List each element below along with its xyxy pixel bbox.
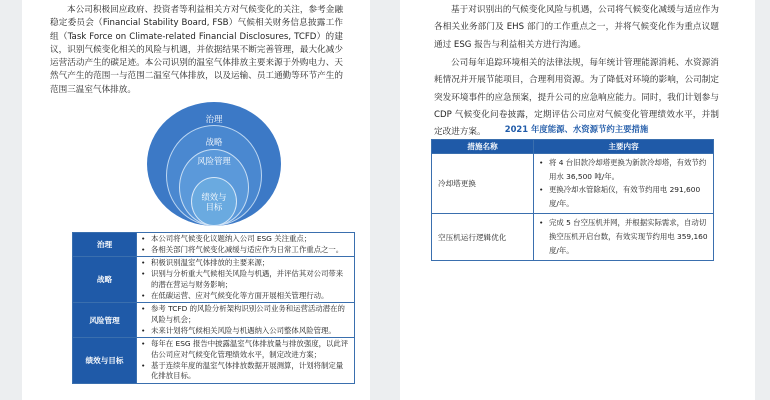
table-row [73, 257, 355, 303]
layer-label-strategy: 战略 [205, 137, 223, 147]
list-item: • 基于连续年度的温室气体排放数据开展测算，计划将制定量化排放目标。 [140, 361, 350, 382]
list-item: • 本公司将气候变化议题纳入公司 ESG 关注重点； [140, 234, 350, 245]
column-header-measure: 措施名称 [432, 140, 534, 154]
energy-water-measures-table [431, 139, 714, 261]
report-page-right [400, 0, 755, 400]
tcfd-framework-diagram [147, 102, 281, 226]
list-item: • 未来计划将气候相关风险与机遇纳入公司整体风险管理。 [140, 326, 350, 337]
column-header-content: 主要内容 [534, 140, 714, 154]
list-item: • 参考 TCFD 的风险分析架构识别公司业务和运营活动潜在的风险与机会； [140, 304, 350, 325]
measure-name: 冷却塔更换 [432, 154, 534, 214]
table-row [432, 214, 714, 261]
row-category: 战略 [73, 257, 137, 303]
measure-name: 空压机运行逻辑优化 [432, 214, 534, 261]
list-item: • 更换冷却水管除垢仪，有效节约用电 291,600 度/年。 [538, 183, 709, 210]
report-page-left [22, 0, 370, 400]
resource-management-paragraph: 公司每年追踪环境相关的法律法规，每年统计管理能源消耗、水资源消耗情况并开展节能项目，合理利用资源。为了降低对环境的影响，公司制定突发环境事件的应急预案，提升公司的应急响应能力。同时，我们计划参与 CDP 气候变化问卷披露，定期评估公司应对气候变化管理绩效水平，并制定改进方案。 [434, 58, 719, 138]
layer-label-governance: 治理 [205, 114, 223, 124]
list-item: • 识别与分析重大气候相关风险与机遇，并评估其对公司带来的潜在营运与财务影响； [140, 269, 350, 290]
layer-label-metrics-targets: 绩效与目标 [201, 192, 227, 212]
table-row [73, 303, 355, 338]
list-item: • 将 4 台旧款冷却塔更换为新款冷却塔，有效节约用水 36,500 吨/年。 [538, 156, 709, 183]
table-row [73, 233, 355, 257]
table-row [73, 338, 355, 384]
table-row [432, 154, 714, 214]
table-title: 2021 年度能源、水资源节约主要措施 [504, 124, 649, 134]
row-category: 绩效与目标 [73, 338, 137, 384]
table-header-row [432, 140, 714, 154]
row-category: 风险管理 [73, 303, 137, 338]
list-item: • 在低碳运营、应对气候变化等方面开展相关管理行动。 [140, 291, 350, 302]
list-item: • 完成 5 台空压机并网，并根据实际需求，自动切换空压机开启台数，有效实现节约用电 359,160 度/年。 [538, 216, 709, 257]
layer-label-risk-management: 风险管理 [197, 156, 231, 166]
climate-intro-paragraph: 本公司积极回应政府、投资者等利益相关方对气候变化的关注，参考金融稳定委员会（Financial Stability Board, FSB）气候相关财务信息披露工作组（Task Force on Climate-related Financial Disclosures, TCFD）的建议，识别气候变化相关的风险与机遇，并依据结果不断完善管理，最大化减少运营活动产生的碳足迹。本公司识别的温室气体排放主要来源于外购电力、天然气产生的范围一与范围二温室气体排放，以及运输、员工通勤等环节产生的范围三温室气体排放。 [50, 5, 343, 95]
list-item: • 积极识别温室气体排放的主要来源； [140, 258, 350, 269]
climate-communication-paragraph: 基于对识别出的气候变化风险与机遇，公司将气候变化减缓与适应作为各相关业务部门及 EHS 部门的工作重点之一，并将气候变化作为重点议题通过 ESG 报告与利益相关方进行沟通。 [434, 5, 719, 50]
tcfd-measures-table [72, 232, 355, 384]
list-item: • 各相关部门将气候变化减缓与适应作为日常工作重点之一。 [140, 245, 350, 256]
list-item: • 每年在 ESG 报告中披露温室气体排放量与排放强度，以此评估公司应对气候变化管理绩效水平，制定改进方案； [140, 339, 350, 360]
row-category: 治理 [73, 233, 137, 257]
